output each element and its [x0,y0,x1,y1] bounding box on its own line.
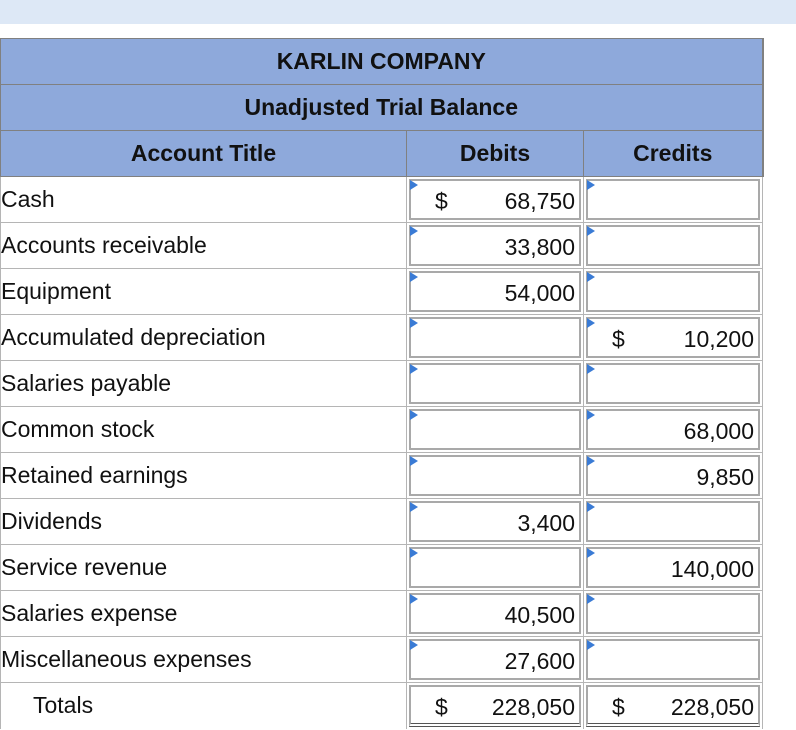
credit-cell [584,315,763,361]
debit-amount: 27,600 [504,648,575,674]
trial-balance-table [0,38,764,729]
debit-input[interactable] [409,501,581,542]
debit-cell [407,361,584,407]
credit-cell [584,545,763,591]
debit-amount: 3,400 [517,510,575,536]
account-title: Equipment [1,269,407,315]
debit-amount: 68,750 [504,188,575,214]
report-title-row [1,85,763,131]
account-title: Dividends [1,499,407,545]
debit-cell [407,223,584,269]
dollar-sign: $ [435,694,448,720]
credit-input[interactable] [586,179,760,220]
debit-amount: 33,800 [504,234,575,260]
credit-amount: 10,200 [683,326,755,352]
account-title: Salaries payable [1,361,407,407]
dollar-sign: $ [435,188,448,214]
debit-input[interactable] [409,271,581,312]
table-row [1,453,763,499]
dollar-sign: $ [612,694,625,720]
instruction-strip [0,0,796,24]
debit-cell [407,315,584,361]
company-name: KARLIN COMPANY [1,39,763,85]
debit-cell [407,637,584,683]
debit-cell [407,499,584,545]
table-row [1,545,763,591]
dollar-sign: $ [612,326,625,352]
credit-input[interactable] [586,317,760,358]
debit-cell [407,177,584,223]
credit-cell [584,453,763,499]
debit-amount: 54,000 [504,280,575,306]
table-row [1,315,763,361]
debit-input[interactable] [409,593,581,634]
header-credits: Credits [584,131,763,177]
credit-input [586,685,760,727]
debit-input[interactable] [409,639,581,680]
debit-input[interactable] [409,179,581,220]
debit-input [409,685,581,727]
debit-input[interactable] [409,409,581,450]
debit-input[interactable] [409,455,581,496]
credit-amount: 68,000 [683,418,755,444]
credit-cell [584,223,763,269]
credit-input[interactable] [586,363,760,404]
debit-cell [407,453,584,499]
credit-amount: 9,850 [696,464,755,490]
credit-input[interactable] [586,225,760,266]
account-title: Retained earnings [1,453,407,499]
credit-input[interactable] [586,639,760,680]
credit-cell [584,361,763,407]
credit-input[interactable] [586,547,760,588]
account-title: Accumulated depreciation [1,315,407,361]
credit-cell [584,591,763,637]
report-title: Unadjusted Trial Balance [1,85,763,131]
credit-cell [584,499,763,545]
company-name-row [1,39,763,85]
table-row [1,407,763,453]
header-account-title: Account Title [1,131,407,177]
credit-input[interactable] [586,501,760,542]
credit-cell [584,177,763,223]
credit-cell [584,637,763,683]
debit-amount: 40,500 [504,602,575,628]
table-row [1,223,763,269]
credit-cell [584,407,763,453]
table-row [1,269,763,315]
credit-input[interactable] [586,409,760,450]
table-row [1,499,763,545]
totals-label: Totals [1,683,407,729]
table-row [1,637,763,683]
debit-amount: 228,050 [491,694,575,720]
debit-cell [407,591,584,637]
credit-cell [584,683,763,729]
account-title: Miscellaneous expenses [1,637,407,683]
credit-amount: 140,000 [670,556,755,582]
credit-cell [584,269,763,315]
debit-cell [407,683,584,729]
totals-row [1,683,763,729]
column-header-row [1,131,763,177]
account-title: Accounts receivable [1,223,407,269]
account-title: Service revenue [1,545,407,591]
credit-input[interactable] [586,271,760,312]
credit-input[interactable] [586,455,760,496]
header-debits: Debits [407,131,584,177]
debit-input[interactable] [409,317,581,358]
account-title: Common stock [1,407,407,453]
debit-input[interactable] [409,363,581,404]
debit-cell [407,407,584,453]
credit-input[interactable] [586,593,760,634]
debit-input[interactable] [409,547,581,588]
account-title: Cash [1,177,407,223]
credit-amount: 228,050 [670,694,755,720]
table-row [1,177,763,223]
debit-cell [407,269,584,315]
table-row [1,361,763,407]
table-row [1,591,763,637]
debit-input[interactable] [409,225,581,266]
account-title: Salaries expense [1,591,407,637]
debit-cell [407,545,584,591]
